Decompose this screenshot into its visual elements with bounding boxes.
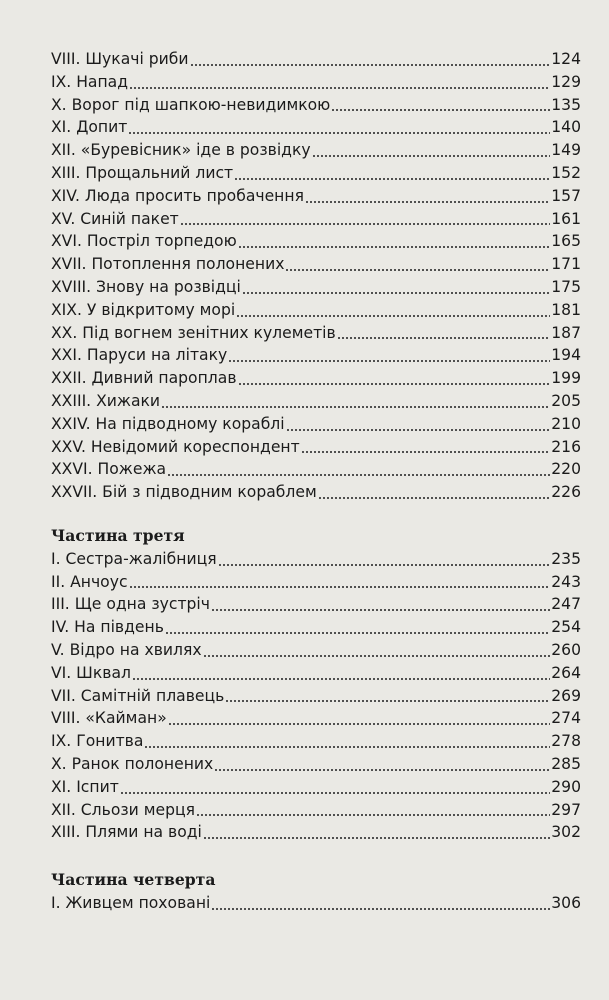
dot-leader — [301, 451, 551, 453]
toc-entry — [51, 94, 581, 117]
toc-entry-page: 165 — [551, 232, 581, 251]
toc-entry — [51, 776, 581, 799]
toc-entry-page: 157 — [551, 186, 581, 205]
toc-entry-page: 290 — [551, 777, 581, 796]
dot-leader — [214, 769, 550, 771]
toc-entry-page: 161 — [551, 209, 581, 228]
toc-entry-title: XVI. Постріл торпедою — [51, 232, 237, 251]
toc-entry — [51, 230, 581, 253]
toc-list-part-four — [51, 892, 581, 915]
dot-leader — [218, 564, 551, 566]
dot-leader — [129, 586, 551, 588]
toc-entry-title: XI. Допит — [51, 118, 128, 137]
dot-leader — [242, 292, 550, 294]
dot-leader — [165, 632, 550, 634]
toc-entry-page: 135 — [551, 95, 581, 114]
dot-leader — [331, 109, 550, 111]
toc-entry-title: XXVI. Пожежа — [51, 460, 167, 479]
toc-entry-page: 181 — [551, 300, 581, 319]
dot-leader — [203, 837, 550, 839]
toc-entry — [51, 185, 581, 208]
toc-entry-title: VII. Самітній плавець — [51, 686, 225, 705]
toc-entry-page: 269 — [551, 686, 581, 705]
toc-entry — [51, 730, 581, 753]
toc-entry-title: XXIII. Хижаки — [51, 391, 161, 410]
toc-entry — [51, 616, 581, 639]
toc-entry-title: XVII. Потоплення полонених — [51, 255, 285, 274]
toc-entry-title: V. Відро на хвилях — [51, 640, 202, 659]
toc-entry-page: 216 — [551, 437, 581, 456]
toc-entry-page: 285 — [551, 754, 581, 773]
toc-entry-page: 124 — [551, 50, 581, 68]
toc-entry-title: XXV. Невідомий кореспондент — [51, 437, 300, 456]
toc-entry-title: XXVII. Бій з підводним кораблем — [51, 483, 317, 502]
toc-entry — [51, 662, 581, 685]
part-four-heading: Частина четверта — [51, 870, 216, 890]
toc-entry-page: 278 — [551, 732, 581, 751]
toc-entry-title: III. Ще одна зустріч — [51, 595, 210, 614]
toc-entry — [51, 253, 581, 276]
toc-entry-title: XIII. Плями на воді — [51, 823, 202, 842]
dot-leader — [211, 908, 550, 910]
toc-entry-title: X. Ранок полонених — [51, 754, 214, 773]
toc-entry-page: 149 — [551, 141, 581, 160]
toc-entry-title: I. Сестра-жалібниця — [51, 549, 217, 568]
toc-entry — [51, 458, 581, 481]
toc-entry — [51, 162, 581, 185]
toc-entry-page: 254 — [551, 618, 581, 637]
dot-leader — [128, 132, 550, 134]
dot-leader — [132, 678, 550, 680]
toc-entry-page: 210 — [551, 414, 581, 433]
toc-entry-title: XXIV. На підводному кораблі — [51, 414, 285, 433]
toc-entry — [51, 436, 581, 459]
toc-entry-title: XXII. Дивний пароплав — [51, 369, 237, 388]
toc-entry-title: XII. «Буревісник» іде в розвідку — [51, 141, 311, 160]
toc-entry-title: IV. На південь — [51, 618, 164, 637]
toc-entry-page: 171 — [551, 255, 581, 274]
dot-leader — [190, 64, 551, 66]
toc-entry-title: XX. Під вогнем зенітних кулеметів — [51, 323, 336, 342]
toc-entry-title: XII. Сльози мерця — [51, 800, 196, 819]
toc-entry — [51, 208, 581, 231]
toc-entry-page: 205 — [551, 391, 581, 410]
dot-leader — [228, 360, 550, 362]
toc-entry-title: XV. Синій пакет — [51, 209, 179, 228]
toc-entry — [51, 685, 581, 708]
toc-entry — [51, 707, 581, 730]
toc-entry — [51, 892, 581, 915]
dot-leader — [168, 723, 550, 725]
dot-leader — [318, 497, 550, 499]
toc-entry — [51, 481, 581, 504]
toc-entry — [51, 322, 581, 345]
dot-leader — [285, 269, 550, 271]
toc-entry-page: 247 — [551, 595, 581, 614]
toc-entry-title: II. Анчоус — [51, 572, 128, 591]
toc-entry-title: XIX. У відкритому морі — [51, 300, 236, 319]
toc-entry-page: 306 — [551, 893, 581, 912]
dot-leader — [238, 246, 551, 248]
toc-entry-page: 226 — [551, 483, 581, 502]
toc-entry — [51, 71, 581, 94]
toc-entry-title: IX. Гонитва — [51, 732, 144, 751]
dot-leader — [120, 792, 550, 794]
toc-entry — [51, 821, 581, 844]
toc-entry — [51, 799, 581, 822]
dot-leader — [286, 429, 551, 431]
toc-entry-page: 152 — [551, 163, 581, 182]
dot-leader — [305, 201, 550, 203]
toc-entry-title: XIII. Прощальний лист — [51, 163, 234, 182]
toc-entry — [51, 344, 581, 367]
dot-leader — [129, 87, 550, 89]
toc-entry-page: 260 — [551, 640, 581, 659]
dot-leader — [234, 178, 550, 180]
toc-entry — [51, 116, 581, 139]
toc-entry-page: 199 — [551, 369, 581, 388]
toc-entry-page: 297 — [551, 800, 581, 819]
toc-entry-title: VIII. Шукачі риби — [51, 50, 189, 68]
toc-entry-page: 187 — [551, 323, 581, 342]
dot-leader — [203, 655, 551, 657]
toc-entry-page: 220 — [551, 460, 581, 479]
toc-entry-title: IX. Напад — [51, 72, 129, 91]
toc-entry-page: 235 — [551, 549, 581, 568]
dot-leader — [180, 223, 550, 225]
toc-entry-title: XIV. Люда просить пробачення — [51, 186, 304, 205]
toc-entry-page: 175 — [551, 277, 581, 296]
toc-entry — [51, 367, 581, 390]
toc-entry — [51, 390, 581, 413]
toc-entry-page: 140 — [551, 118, 581, 137]
dot-leader — [238, 383, 551, 385]
toc-list-part-three — [51, 548, 581, 844]
dot-leader — [312, 155, 551, 157]
toc-entry-page: 302 — [551, 823, 581, 842]
toc-entry-page: 264 — [551, 663, 581, 682]
toc-entry — [51, 753, 581, 776]
toc-entry-page: 194 — [551, 346, 581, 365]
toc-entry-title: XXI. Паруси на літаку — [51, 346, 228, 365]
toc-entry — [51, 299, 581, 322]
toc-entry-page: 274 — [551, 709, 581, 728]
dot-leader — [225, 700, 550, 702]
toc-entry — [51, 413, 581, 436]
toc-entry-title: VI. Шквал — [51, 663, 131, 682]
toc-entry-page: 129 — [551, 72, 581, 91]
toc-entry-title: XI. Іспит — [51, 777, 119, 796]
toc-entry-page: 243 — [551, 572, 581, 591]
dot-leader — [196, 814, 550, 816]
part-three-heading: Частина третя — [51, 525, 185, 545]
toc-entry — [51, 593, 581, 616]
toc-entry-title: XVIII. Знову на розвідці — [51, 277, 241, 296]
toc-entry-title: I. Живцем поховані — [51, 893, 211, 912]
dot-leader — [161, 406, 550, 408]
toc-entry — [51, 48, 581, 71]
dot-leader — [144, 746, 550, 748]
dot-leader — [236, 315, 550, 317]
toc-entry — [51, 548, 581, 571]
toc-entry — [51, 276, 581, 299]
toc-list-part-two-tail — [51, 48, 581, 504]
dot-leader — [167, 474, 550, 476]
toc-entry — [51, 139, 581, 162]
toc-entry-title: X. Ворог під шапкою-невидимкою — [51, 95, 331, 114]
dot-leader — [337, 337, 551, 339]
toc-entry — [51, 639, 581, 662]
dot-leader — [211, 609, 550, 611]
toc-entry-title: VIII. «Кайман» — [51, 709, 167, 728]
toc-entry — [51, 571, 581, 594]
